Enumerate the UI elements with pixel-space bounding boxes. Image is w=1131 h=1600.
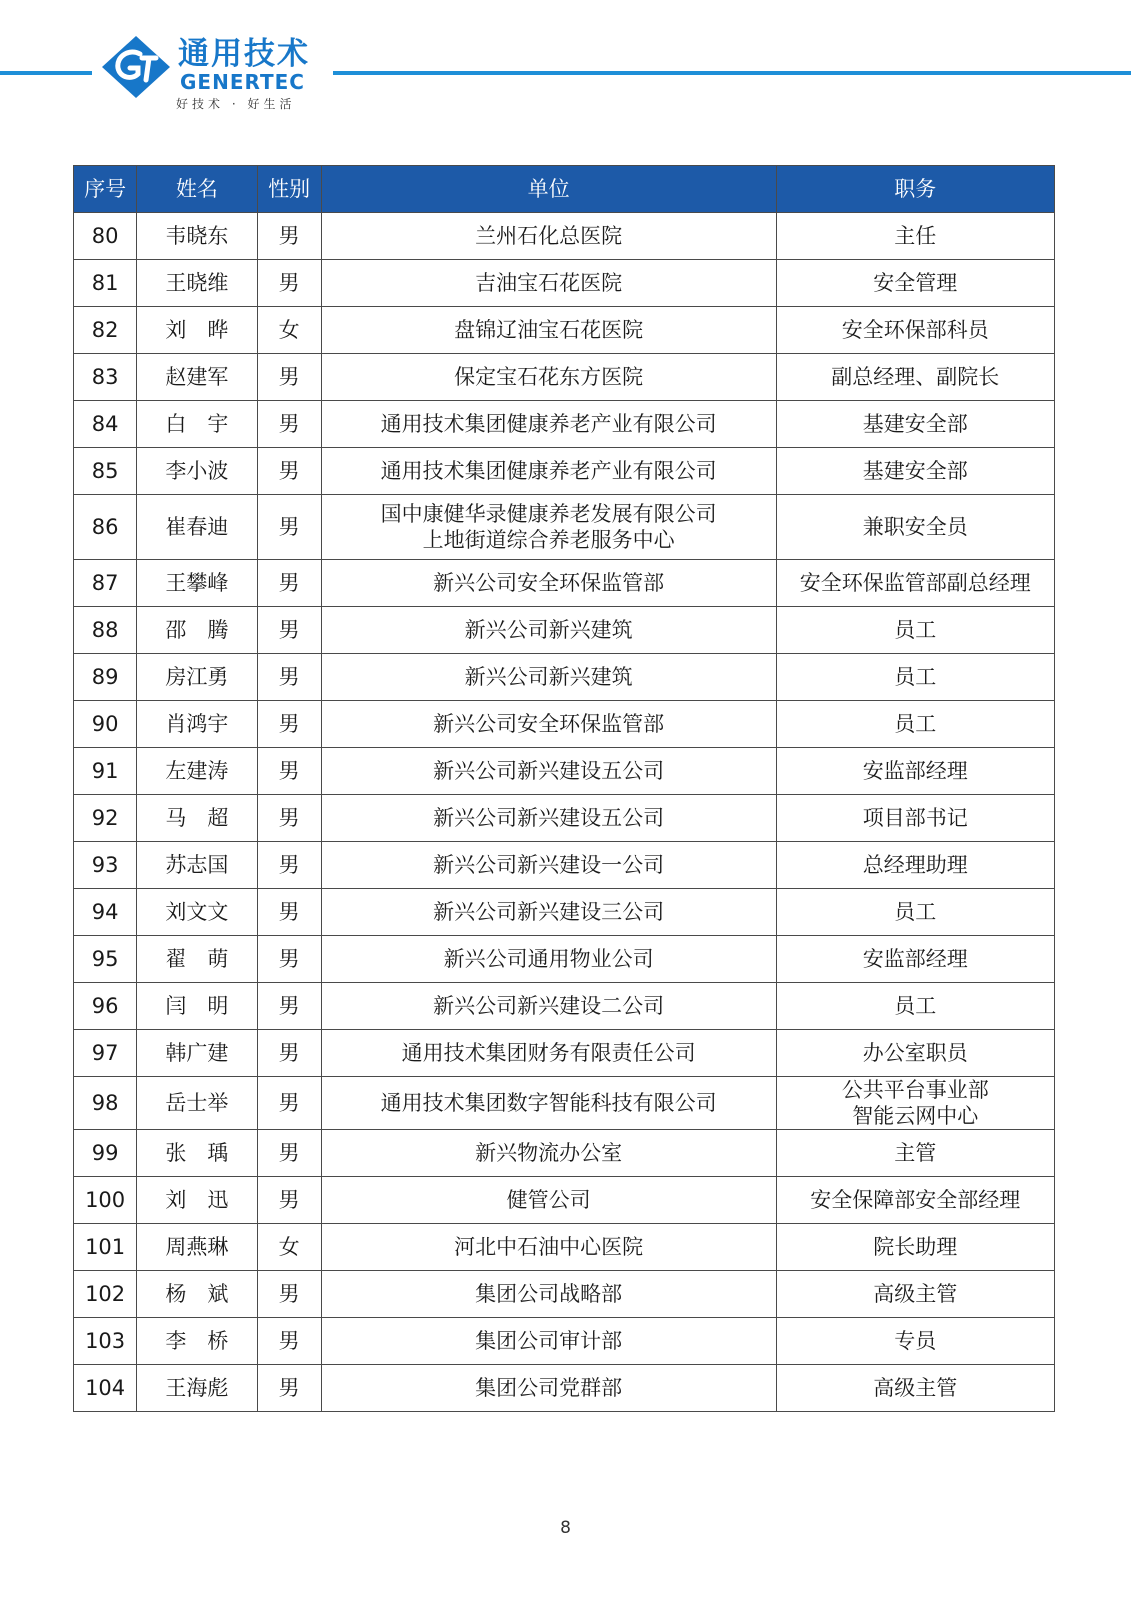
cell-gender-text: 男 <box>278 806 300 830</box>
logo-chinese-name: 通用技术 <box>178 36 310 72</box>
cell-title-text: 主管 <box>894 1141 937 1165</box>
cell-title <box>776 654 1054 701</box>
cell-name-text: 张 瑀 <box>165 1141 229 1165</box>
cell-gender <box>257 213 321 260</box>
cell-title <box>776 448 1054 495</box>
cell-gender-text: 男 <box>278 1282 300 1306</box>
cell-name <box>137 1271 257 1318</box>
cell-number <box>74 495 137 560</box>
cell-unit-text: 新兴公司新兴建设一公司 <box>433 853 665 877</box>
cell-number <box>74 654 137 701</box>
cell-number-text: 81 <box>91 271 119 295</box>
cell-number-text: 99 <box>91 1141 119 1165</box>
cell-unit-text: 通用技术集团财务有限责任公司 <box>401 1041 696 1065</box>
cell-name-text: 闫 明 <box>165 994 229 1018</box>
cell-title-text: 主任 <box>894 224 937 248</box>
cell-name-text: 韦晓东 <box>165 224 229 248</box>
cell-number-text: 94 <box>91 900 119 924</box>
cell-number-text: 91 <box>91 759 119 783</box>
cell-gender <box>257 842 321 889</box>
cell-gender-text: 男 <box>278 947 300 971</box>
cell-title-text: 总经理助理 <box>862 853 968 877</box>
cell-unit-text: 保定宝石花东方医院 <box>454 365 644 389</box>
cell-gender <box>257 936 321 983</box>
cell-title <box>776 354 1054 401</box>
cell-gender-text: 男 <box>278 1091 300 1115</box>
cell-name-text: 赵建军 <box>165 365 229 389</box>
column-header-number: 序号 <box>74 166 137 213</box>
cell-gender <box>257 1030 321 1077</box>
table-row <box>74 1365 1055 1412</box>
cell-gender-text: 男 <box>278 271 300 295</box>
cell-unit <box>321 1318 776 1365</box>
cell-title-text: 员工 <box>894 712 937 736</box>
cell-number <box>74 307 137 354</box>
cell-gender-text: 男 <box>278 1329 300 1353</box>
cell-unit <box>321 1030 776 1077</box>
cell-name-text: 周燕琳 <box>165 1235 229 1259</box>
cell-gender <box>257 654 321 701</box>
company-logo <box>100 34 330 114</box>
cell-unit-text: 吉油宝石花医院 <box>475 271 623 295</box>
cell-number <box>74 701 137 748</box>
cell-title <box>776 1318 1054 1365</box>
cell-number <box>74 401 137 448</box>
cell-name-text: 杨 斌 <box>165 1282 229 1306</box>
column-header-name: 姓名 <box>137 166 257 213</box>
cell-unit-text: 新兴公司新兴建设五公司 <box>433 759 665 783</box>
cell-name-text: 马 超 <box>165 806 229 830</box>
cell-number <box>74 889 137 936</box>
cell-title <box>776 795 1054 842</box>
cell-title-text: 专员 <box>894 1329 937 1353</box>
table-row <box>74 795 1055 842</box>
cell-title-text: 公共平台事业部 智能云网中心 <box>841 1078 989 1128</box>
cell-number-text: 90 <box>91 712 119 736</box>
cell-unit-text: 通用技术集团健康养老产业有限公司 <box>380 459 717 483</box>
cell-gender-text: 男 <box>278 900 300 924</box>
cell-name-text: 李 桥 <box>165 1329 229 1353</box>
cell-name <box>137 560 257 607</box>
cell-title <box>776 401 1054 448</box>
cell-title <box>776 307 1054 354</box>
cell-title-text: 安全环保部科员 <box>841 318 989 342</box>
cell-gender-text: 男 <box>278 665 300 689</box>
cell-gender-text: 男 <box>278 459 300 483</box>
cell-unit <box>321 607 776 654</box>
cell-name <box>137 1177 257 1224</box>
cell-name-text: 苏志国 <box>165 853 229 877</box>
cell-title <box>776 842 1054 889</box>
cell-number <box>74 983 137 1030</box>
cell-number-text: 100 <box>85 1188 126 1212</box>
cell-gender-text: 男 <box>278 1376 300 1400</box>
cell-gender <box>257 748 321 795</box>
cell-title-text: 高级主管 <box>873 1282 958 1306</box>
cell-unit-text: 健管公司 <box>506 1188 591 1212</box>
cell-name <box>137 607 257 654</box>
cell-name-text: 房江勇 <box>165 665 229 689</box>
cell-unit-text: 新兴公司安全环保监管部 <box>433 571 665 595</box>
cell-gender <box>257 701 321 748</box>
cell-title-text: 员工 <box>894 665 937 689</box>
cell-unit <box>321 354 776 401</box>
cell-title-text: 安全保障部安全部经理 <box>810 1188 1021 1212</box>
table-row <box>74 842 1055 889</box>
cell-unit <box>321 701 776 748</box>
cell-number <box>74 260 137 307</box>
cell-gender-text: 男 <box>278 412 300 436</box>
cell-number <box>74 748 137 795</box>
cell-unit-text: 国中康健华录健康养老发展有限公司 上地街道综合养老服务中心 <box>380 502 717 552</box>
cell-number <box>74 1030 137 1077</box>
cell-number <box>74 607 137 654</box>
cell-unit <box>321 1177 776 1224</box>
cell-unit <box>321 1224 776 1271</box>
cell-unit <box>321 1130 776 1177</box>
cell-gender-text: 男 <box>278 618 300 642</box>
header-rule-right <box>333 71 1131 75</box>
cell-number-text: 104 <box>85 1376 126 1400</box>
cell-name-text: 王海彪 <box>165 1376 229 1400</box>
table-row <box>74 401 1055 448</box>
cell-title <box>776 1365 1054 1412</box>
cell-name <box>137 654 257 701</box>
cell-number-text: 103 <box>85 1329 126 1353</box>
table-row <box>74 607 1055 654</box>
cell-number-text: 89 <box>91 665 119 689</box>
cell-gender-text: 男 <box>278 515 300 539</box>
table-row <box>74 354 1055 401</box>
cell-unit <box>321 1365 776 1412</box>
cell-number-text: 95 <box>91 947 119 971</box>
cell-title-text: 院长助理 <box>873 1235 958 1259</box>
cell-title <box>776 1077 1054 1130</box>
cell-gender <box>257 889 321 936</box>
cell-title-text: 员工 <box>894 618 937 642</box>
cell-gender <box>257 1077 321 1130</box>
cell-gender <box>257 1224 321 1271</box>
cell-unit-text: 新兴公司安全环保监管部 <box>433 712 665 736</box>
cell-number-text: 80 <box>91 224 119 248</box>
cell-name-text: 邵 腾 <box>165 618 229 642</box>
cell-gender-text: 女 <box>278 1235 300 1259</box>
cell-title-text: 安监部经理 <box>862 947 968 971</box>
cell-name <box>137 213 257 260</box>
cell-title-text: 兼职安全员 <box>862 515 968 539</box>
cell-title-text: 基建安全部 <box>862 459 968 483</box>
cell-title <box>776 560 1054 607</box>
cell-name <box>137 701 257 748</box>
cell-gender-text: 男 <box>278 759 300 783</box>
cell-unit <box>321 748 776 795</box>
cell-unit-text: 集团公司战略部 <box>475 1282 623 1306</box>
cell-number <box>74 354 137 401</box>
cell-unit-text: 通用技术集团健康养老产业有限公司 <box>380 412 717 436</box>
cell-gender <box>257 1130 321 1177</box>
cell-number <box>74 1077 137 1130</box>
cell-name-text: 崔春迪 <box>165 515 229 539</box>
cell-name-text: 王晓维 <box>165 271 229 295</box>
cell-unit <box>321 842 776 889</box>
cell-title-text: 员工 <box>894 900 937 924</box>
cell-number-text: 88 <box>91 618 119 642</box>
cell-gender <box>257 448 321 495</box>
table-row <box>74 260 1055 307</box>
column-header-title: 职务 <box>776 166 1054 213</box>
cell-unit <box>321 307 776 354</box>
cell-gender-text: 男 <box>278 224 300 248</box>
cell-name <box>137 889 257 936</box>
cell-title <box>776 1224 1054 1271</box>
table-row <box>74 560 1055 607</box>
cell-name <box>137 307 257 354</box>
cell-number <box>74 448 137 495</box>
cell-name-text: 李小波 <box>165 459 229 483</box>
cell-name <box>137 1224 257 1271</box>
cell-number <box>74 842 137 889</box>
cell-unit <box>321 401 776 448</box>
cell-name <box>137 983 257 1030</box>
table-row <box>74 889 1055 936</box>
cell-number-text: 86 <box>91 515 119 539</box>
cell-title <box>776 213 1054 260</box>
column-header-unit: 单位 <box>321 166 776 213</box>
cell-title <box>776 889 1054 936</box>
cell-unit <box>321 889 776 936</box>
cell-name-text: 刘 晔 <box>165 318 229 342</box>
table-row <box>74 213 1055 260</box>
cell-name <box>137 936 257 983</box>
cell-gender-text: 女 <box>278 318 300 342</box>
cell-number-text: 85 <box>91 459 119 483</box>
cell-unit-text: 集团公司审计部 <box>475 1329 623 1353</box>
table-row <box>74 1030 1055 1077</box>
cell-gender <box>257 1177 321 1224</box>
table-row <box>74 654 1055 701</box>
column-header-gender: 性别 <box>257 166 321 213</box>
cell-number <box>74 936 137 983</box>
cell-gender-text: 男 <box>278 1141 300 1165</box>
cell-gender <box>257 401 321 448</box>
cell-unit-text: 新兴公司通用物业公司 <box>443 947 654 971</box>
table-row <box>74 1318 1055 1365</box>
cell-unit-text: 新兴公司新兴建设三公司 <box>433 900 665 924</box>
cell-name-text: 刘 迅 <box>165 1188 229 1212</box>
cell-name-text: 刘文文 <box>165 900 229 924</box>
cell-unit <box>321 448 776 495</box>
cell-title <box>776 1271 1054 1318</box>
cell-gender-text: 男 <box>278 571 300 595</box>
cell-title-text: 办公室职员 <box>862 1041 968 1065</box>
cell-number <box>74 213 137 260</box>
cell-gender-text: 男 <box>278 853 300 877</box>
cell-unit <box>321 560 776 607</box>
cell-name <box>137 1318 257 1365</box>
cell-number-text: 97 <box>91 1041 119 1065</box>
cell-unit-text: 通用技术集团数字智能科技有限公司 <box>380 1091 717 1115</box>
cell-title <box>776 1030 1054 1077</box>
cell-title <box>776 1130 1054 1177</box>
table-row <box>74 495 1055 560</box>
cell-title <box>776 1177 1054 1224</box>
cell-unit-text: 新兴公司新兴建筑 <box>464 665 633 689</box>
cell-gender <box>257 795 321 842</box>
logo-slogan: 好技术 · 好生活 <box>176 97 296 111</box>
cell-unit-text: 新兴物流办公室 <box>475 1141 623 1165</box>
cell-name-text: 肖鸿宇 <box>165 712 229 736</box>
cell-title <box>776 936 1054 983</box>
cell-gender <box>257 983 321 1030</box>
cell-name-text: 左建涛 <box>165 759 229 783</box>
cell-name <box>137 795 257 842</box>
personnel-table <box>73 165 1055 1412</box>
cell-title-text: 项目部书记 <box>862 806 968 830</box>
table-row <box>74 1224 1055 1271</box>
cell-name <box>137 1030 257 1077</box>
cell-gender <box>257 307 321 354</box>
cell-unit <box>321 654 776 701</box>
cell-number <box>74 560 137 607</box>
cell-unit-text: 新兴公司新兴建设五公司 <box>433 806 665 830</box>
cell-title-text: 安全环保监管部副总经理 <box>799 571 1031 595</box>
cell-title-text: 副总经理、副院长 <box>831 365 1000 389</box>
cell-gender-text: 男 <box>278 994 300 1018</box>
table-row <box>74 748 1055 795</box>
cell-number-text: 84 <box>91 412 119 436</box>
table-row <box>74 1177 1055 1224</box>
cell-unit <box>321 495 776 560</box>
cell-name <box>137 448 257 495</box>
genertec-logo-icon <box>100 34 172 100</box>
table-row <box>74 307 1055 354</box>
table-header-row <box>74 166 1055 213</box>
table-row <box>74 701 1055 748</box>
cell-number-text: 102 <box>85 1282 126 1306</box>
cell-title <box>776 748 1054 795</box>
cell-title <box>776 260 1054 307</box>
cell-title <box>776 983 1054 1030</box>
cell-gender-text: 男 <box>278 1041 300 1065</box>
cell-gender-text: 男 <box>278 712 300 736</box>
cell-name <box>137 1365 257 1412</box>
page-number: 8 <box>560 1518 571 1538</box>
table-row <box>74 983 1055 1030</box>
cell-number <box>74 1271 137 1318</box>
table-row <box>74 448 1055 495</box>
cell-name <box>137 401 257 448</box>
header-rule-left <box>0 71 92 75</box>
cell-unit <box>321 1271 776 1318</box>
cell-gender <box>257 354 321 401</box>
cell-unit-text: 新兴公司新兴建设二公司 <box>433 994 665 1018</box>
cell-gender-text: 男 <box>278 1188 300 1212</box>
cell-title <box>776 495 1054 560</box>
table-row <box>74 1077 1055 1130</box>
cell-number-text: 101 <box>85 1235 126 1259</box>
cell-unit <box>321 795 776 842</box>
cell-name <box>137 354 257 401</box>
table-row <box>74 936 1055 983</box>
cell-gender-text: 男 <box>278 365 300 389</box>
cell-name-text: 韩广建 <box>165 1041 229 1065</box>
cell-number-text: 93 <box>91 853 119 877</box>
cell-gender <box>257 560 321 607</box>
cell-number <box>74 1130 137 1177</box>
cell-unit-text: 兰州石化总医院 <box>475 224 623 248</box>
cell-name-text: 岳士举 <box>165 1091 229 1115</box>
cell-number <box>74 795 137 842</box>
cell-title-text: 员工 <box>894 994 937 1018</box>
table-row <box>74 1271 1055 1318</box>
cell-name-text: 王攀峰 <box>165 571 229 595</box>
cell-title-text: 基建安全部 <box>862 412 968 436</box>
cell-number-text: 83 <box>91 365 119 389</box>
cell-number-text: 96 <box>91 994 119 1018</box>
cell-unit-text: 集团公司党群部 <box>475 1376 623 1400</box>
cell-name <box>137 748 257 795</box>
cell-unit-text: 新兴公司新兴建筑 <box>464 618 633 642</box>
cell-unit-text: 河北中石油中心医院 <box>454 1235 644 1259</box>
cell-unit <box>321 936 776 983</box>
cell-unit <box>321 983 776 1030</box>
cell-number-text: 82 <box>91 318 119 342</box>
cell-unit <box>321 213 776 260</box>
cell-gender <box>257 1365 321 1412</box>
cell-gender <box>257 260 321 307</box>
cell-number <box>74 1365 137 1412</box>
cell-gender <box>257 607 321 654</box>
cell-title-text: 高级主管 <box>873 1376 958 1400</box>
cell-gender <box>257 1271 321 1318</box>
cell-name <box>137 1077 257 1130</box>
cell-gender <box>257 1318 321 1365</box>
cell-name-text: 翟 萌 <box>165 947 229 971</box>
cell-number <box>74 1224 137 1271</box>
cell-title <box>776 701 1054 748</box>
cell-name <box>137 260 257 307</box>
cell-name <box>137 842 257 889</box>
cell-number-text: 98 <box>91 1091 119 1115</box>
cell-name-text: 白 宇 <box>165 412 229 436</box>
cell-unit <box>321 260 776 307</box>
cell-gender <box>257 495 321 560</box>
cell-unit <box>321 1077 776 1130</box>
cell-title-text: 安监部经理 <box>862 759 968 783</box>
cell-name <box>137 1130 257 1177</box>
cell-number <box>74 1177 137 1224</box>
cell-title <box>776 607 1054 654</box>
cell-number-text: 92 <box>91 806 119 830</box>
cell-unit-text: 盘锦辽油宝石花医院 <box>454 318 644 342</box>
logo-english-name: GENERTEC <box>180 70 305 94</box>
table-row <box>74 1130 1055 1177</box>
cell-number-text: 87 <box>91 571 119 595</box>
cell-number <box>74 1318 137 1365</box>
cell-name <box>137 495 257 560</box>
cell-title-text: 安全管理 <box>873 271 958 295</box>
